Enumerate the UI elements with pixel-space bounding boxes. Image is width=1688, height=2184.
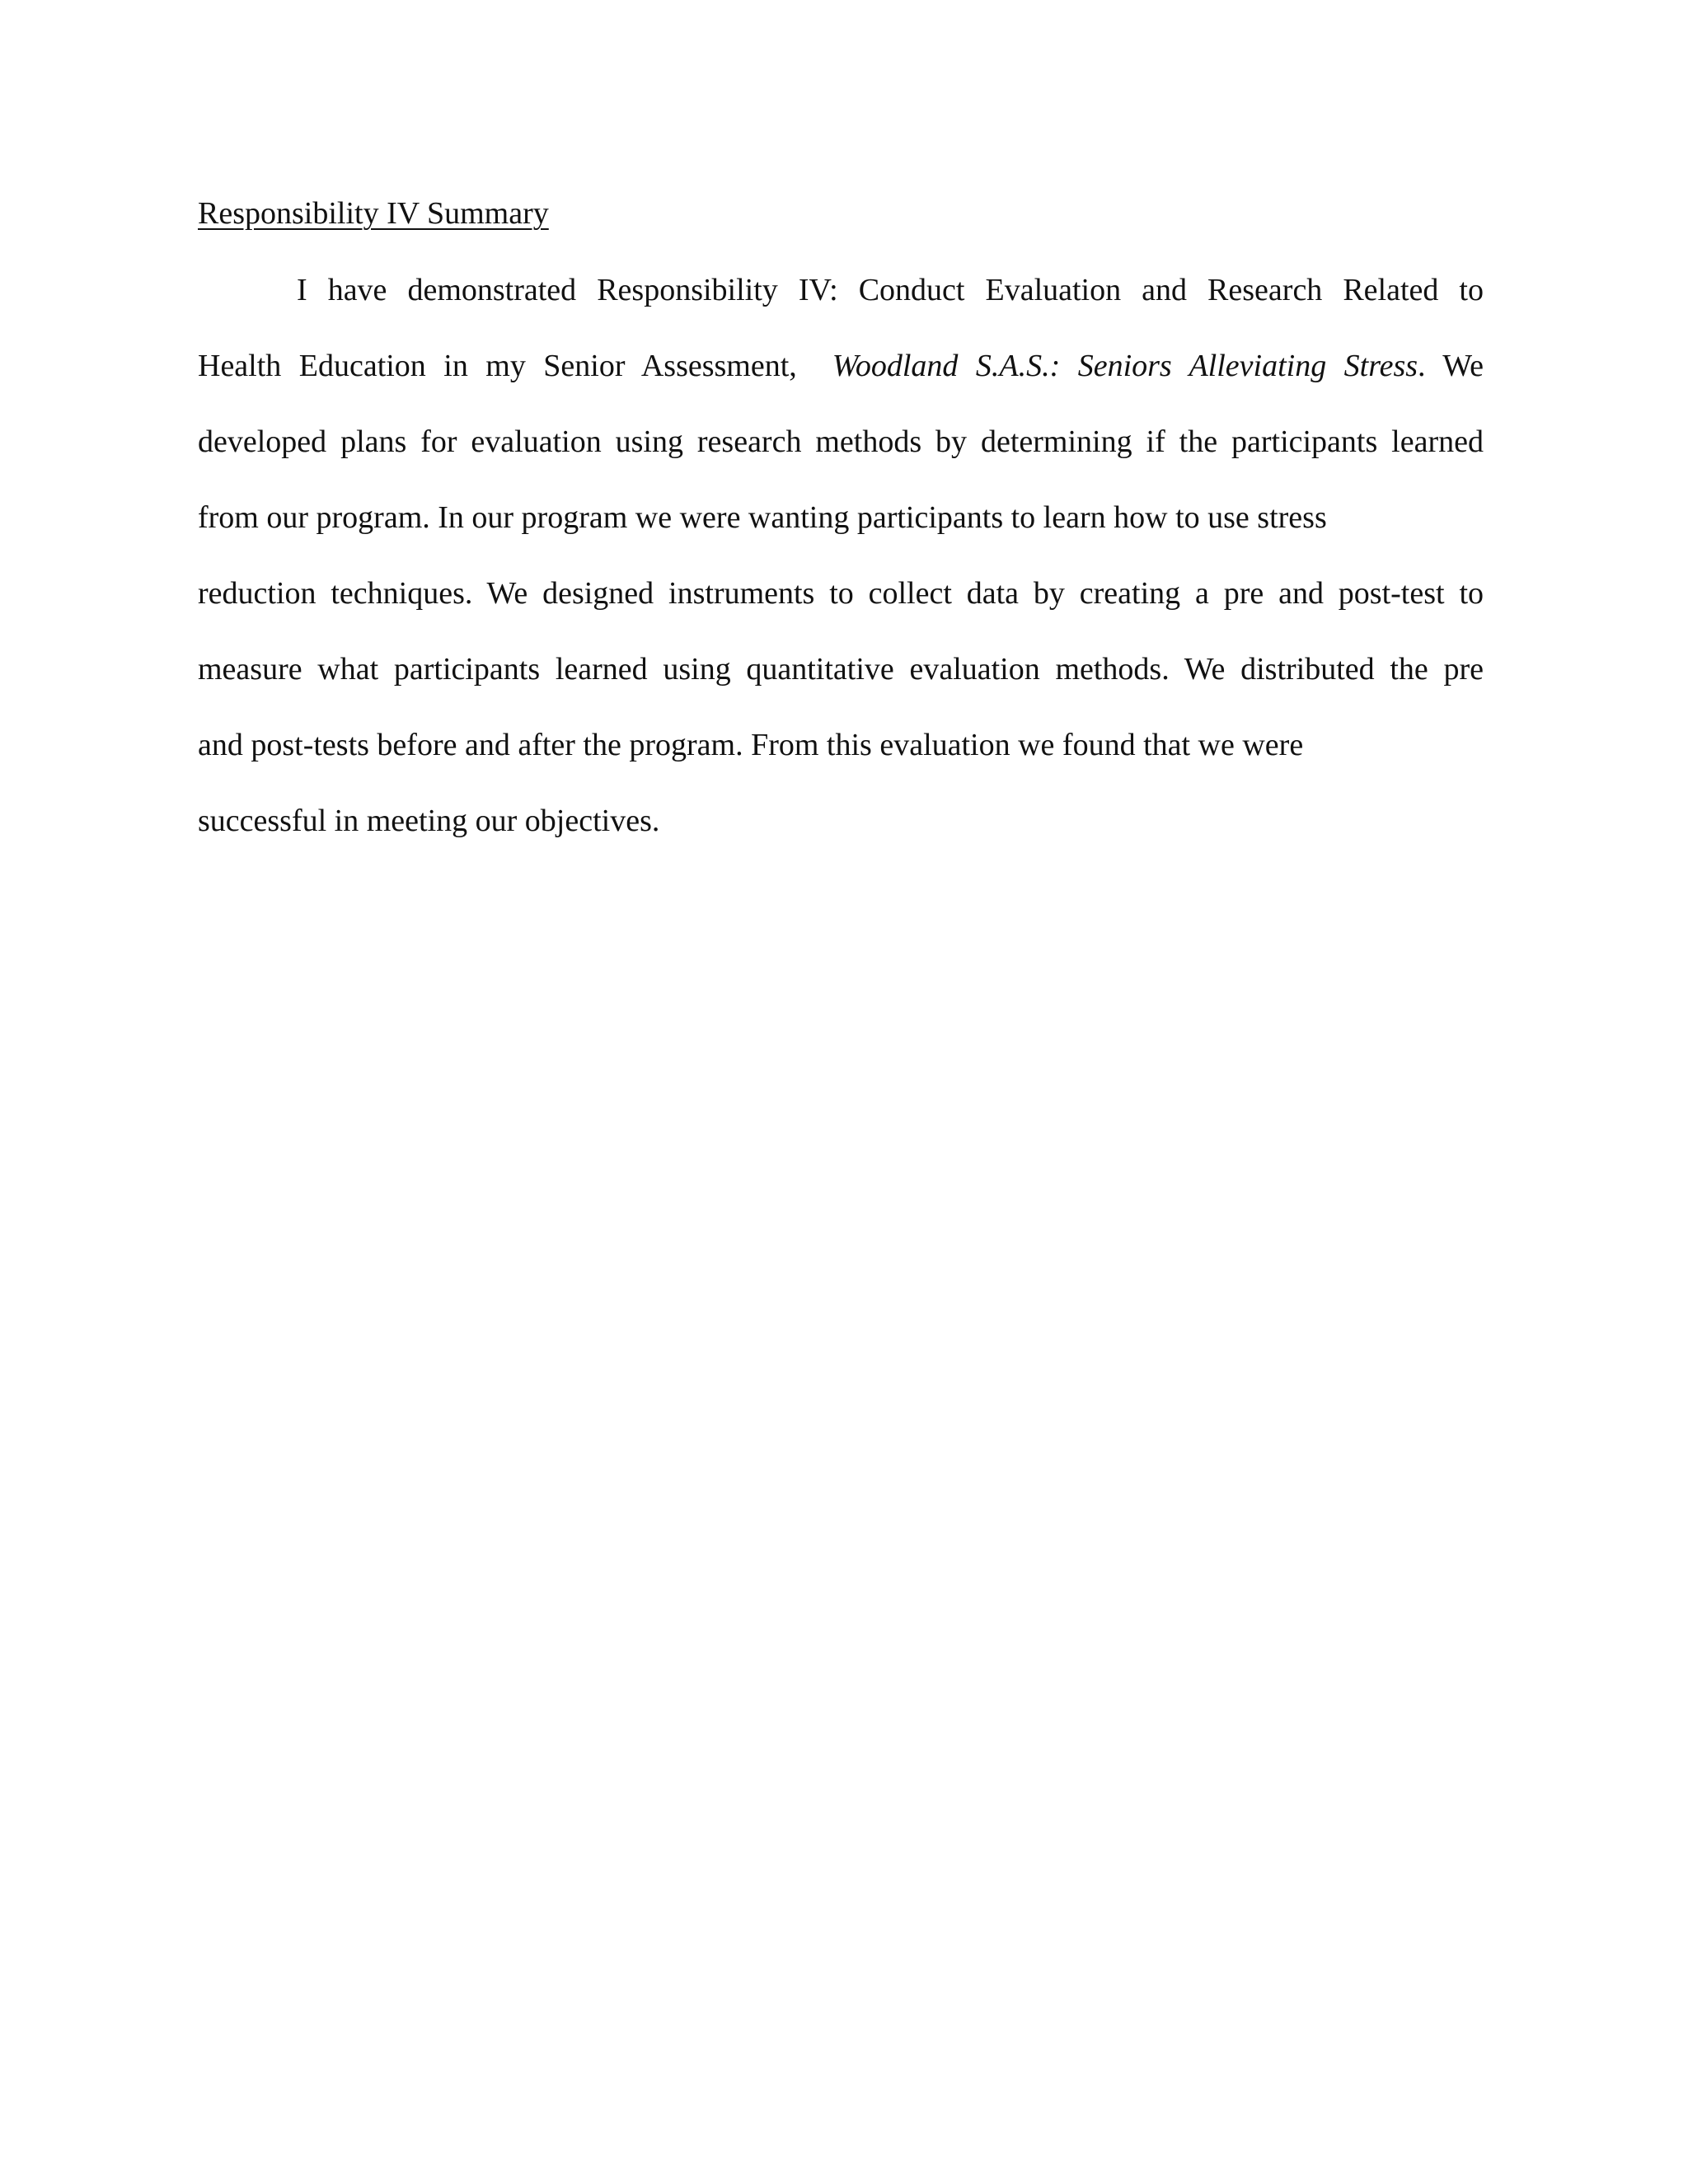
paragraph-line-5: reduction techniques. We designed instruments to collect data by creating a pre and post-test to — [198, 576, 1484, 611]
paragraph-line-4: from our program. In our program we were wanting participants to learn how to use stress — [198, 500, 1327, 535]
paragraph-line-7: and post-tests before and after the program. From this evaluation we found that we were — [198, 728, 1304, 762]
paragraph-line-2 — [198, 346, 1484, 422]
line-2-end: . We — [1418, 349, 1484, 383]
paragraph-line-3: developed plans for evaluation using research methods by determining if the participants learned — [198, 424, 1484, 459]
section-heading: Responsibility IV Summary — [198, 196, 549, 231]
paragraph-line-6: measure what participants learned using quantitative evaluation methods. We distributed the pre — [198, 652, 1484, 687]
paragraph-line-8: successful in meeting our objectives. — [198, 804, 660, 838]
summary-paragraph — [198, 270, 1484, 877]
assessment-title: Woodland S.A.S.: Seniors Alleviating Stress — [832, 349, 1418, 383]
line-2-text: Health Education in my Senior Assessment, — [198, 349, 797, 383]
paragraph-line-1: I have demonstrated Responsibility IV: Conduct Evaluation and Research Related to — [297, 273, 1484, 307]
